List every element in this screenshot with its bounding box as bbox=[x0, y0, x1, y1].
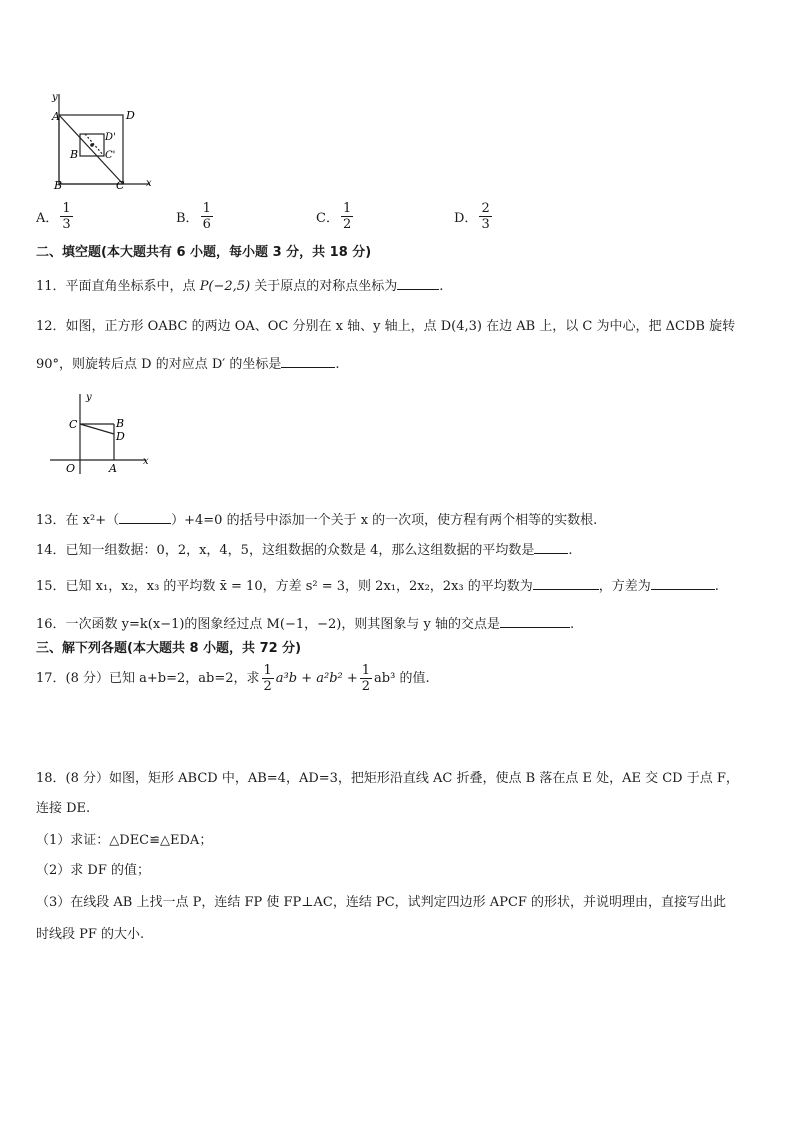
answer-blank[interactable] bbox=[534, 540, 568, 554]
option-fraction: $\frac{1}{3}$ bbox=[62, 201, 71, 232]
label-c: C bbox=[69, 418, 78, 431]
midpoint-dot bbox=[90, 143, 94, 147]
question-17: 17．(8 分）已知 a+b=2，ab=2，求 $\frac{1}{2}$ a³b + a²b² + $\frac{1}{2}$ ab³ 的值. bbox=[36, 663, 430, 694]
label-d: D bbox=[116, 430, 125, 443]
label-d: D bbox=[126, 109, 135, 122]
option-letter: D． bbox=[454, 211, 478, 226]
question-12-line1: 12．如图，正方形 OABC 的两边 OA、OC 分别在 x 轴、y 轴上，点 D(4,3) 在边 AB 上，以 C 为中心，把 ΔCDB 旋转 bbox=[36, 319, 736, 334]
section2-heading: 二、填空题(本大题共有 6 小题，每小题 3 分，共 18 分) bbox=[36, 245, 372, 260]
label-o: O bbox=[66, 462, 76, 475]
question-18-sub2: （2）求 DF 的值； bbox=[36, 863, 150, 878]
question-18-sub3-line1: （3）在线段 AB 上找一点 P，连结 FP 使 FP⊥AC，连结 PC，试判定四边形 APCF 的形状，并说明理由，直接写出此 bbox=[36, 895, 727, 910]
option-letter: A． bbox=[36, 211, 59, 226]
segment-cd bbox=[80, 424, 114, 434]
question-18-sub3-line2: 时线段 PF 的大小. bbox=[36, 927, 145, 942]
label-b-origin: B bbox=[54, 179, 63, 192]
label-b-inner: B bbox=[70, 148, 79, 161]
answer-blank-mean[interactable] bbox=[533, 576, 599, 590]
option-fraction: $\frac{2}{3}$ bbox=[481, 201, 490, 232]
question-18-line1: 18．(8 分）如图，矩形 ABCD 中，AB=4，AD=3，把矩形沿直线 AC 折叠，使点 B 落在点 E 处，AE 交 CD 于点 F， bbox=[36, 771, 739, 786]
option-letter: B． bbox=[176, 211, 199, 226]
label-y: y bbox=[52, 92, 58, 103]
option-a bbox=[36, 202, 75, 231]
question-15: 15．已知 x₁，x₂，x₃ 的平均数 x̄ = 10，方差 s² = 3，则 2x₁，2x₂，2x₃ 的平均数为 ，方差为 . bbox=[36, 576, 719, 596]
question-13: 13．在 x²+（ ）+4=0 的括号中添加一个关于 x 的一次项，使方程有两个相等的实数根. bbox=[36, 510, 597, 530]
answer-blank[interactable] bbox=[397, 276, 439, 290]
option-c bbox=[316, 202, 355, 231]
label-b: B bbox=[116, 417, 125, 430]
question-18-sub1: （1）求证：△DEC≌△EDA； bbox=[36, 833, 213, 848]
label-a: A bbox=[109, 462, 117, 475]
label-x: x bbox=[143, 456, 149, 467]
answer-blank-variance[interactable] bbox=[651, 576, 715, 590]
section3-heading: 三、解下列各题(本大题共 8 小题，共 72 分) bbox=[36, 641, 302, 656]
option-fraction: $\frac{1}{6}$ bbox=[202, 201, 211, 232]
answer-blank[interactable] bbox=[119, 510, 171, 524]
option-letter: C． bbox=[316, 211, 339, 226]
fraction-half: $\frac{1}{2}$ bbox=[361, 663, 371, 694]
label-y: y bbox=[86, 392, 92, 403]
option-d bbox=[454, 202, 494, 231]
option-fraction: $\frac{1}{2}$ bbox=[342, 201, 352, 232]
question-14: 14．已知一组数据：0，2，x，4，5，这组数据的众数是 4，那么这组数据的平均数是 . bbox=[36, 540, 573, 560]
question-16: 16．一次函数 y=k(x−1)的图象经过点 M(−1，−2)，则其图象与 y 轴的交点是 . bbox=[36, 614, 574, 634]
question-18-line2: 连接 DE. bbox=[36, 801, 91, 816]
answer-blank[interactable] bbox=[500, 614, 570, 628]
label-a: A bbox=[52, 110, 60, 123]
label-c-prime: C' bbox=[105, 150, 116, 161]
question-12-line2: 90°，则旋转后点 D 的对应点 D′ 的坐标是 . bbox=[36, 354, 340, 374]
answer-blank[interactable] bbox=[281, 354, 335, 368]
label-d-prime: D' bbox=[105, 132, 116, 143]
figure-q12 bbox=[48, 390, 158, 476]
label-x: x bbox=[146, 178, 152, 189]
label-c: C bbox=[116, 179, 125, 192]
fraction-half: $\frac{1}{2}$ bbox=[263, 663, 272, 694]
option-b bbox=[176, 202, 215, 231]
question-11: 11．平面直角坐标系中，点 P(−2,5) 关于原点的对称点坐标为 . bbox=[36, 276, 443, 296]
figure-q10 bbox=[44, 92, 154, 192]
